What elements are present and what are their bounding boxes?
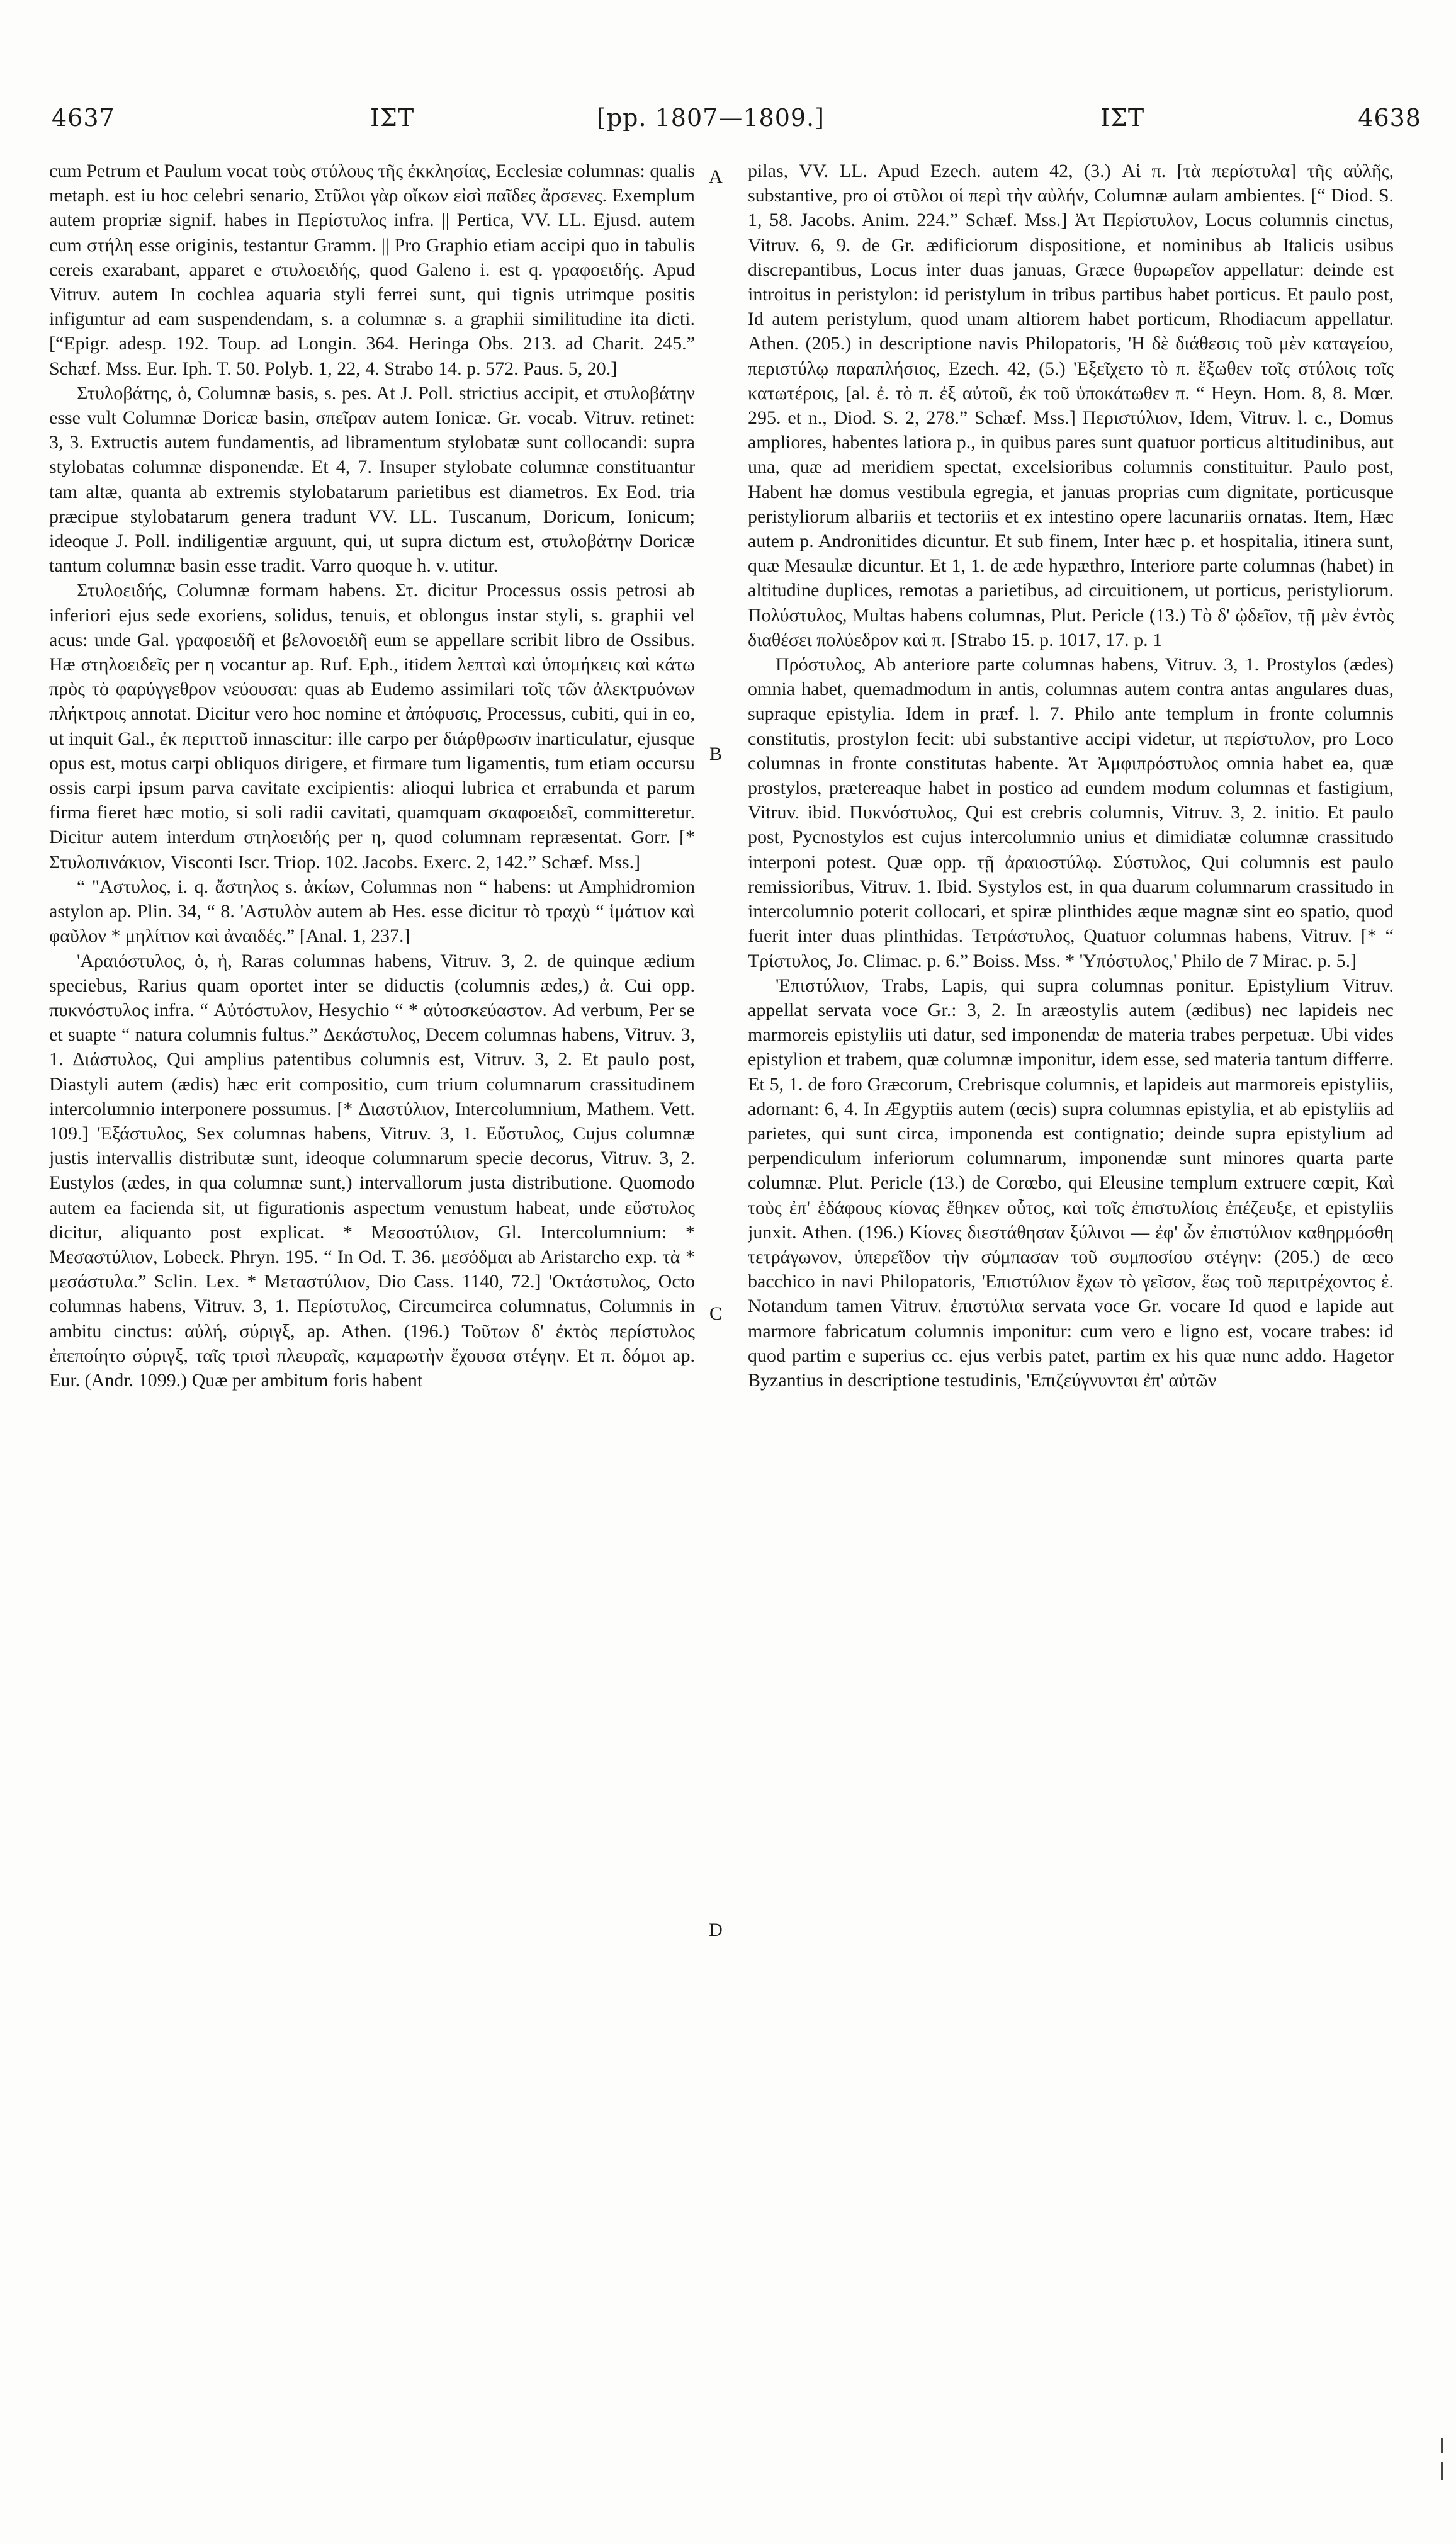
running-head (43, 106, 1421, 144)
left-paragraph: Στυλοβάτης, ὁ, Columnæ basis, s. pes. At J. Poll. strictius accipit, et στυλοβάτην esse vult Columnæ Doricæ basin, σπεῖραν autem Ionicæ. Gr. vocab. Vitruv. retinet: 3, 3. Extructis autem fundamentis, ad libramentum stylobatæ sunt collocandi: supra stylobatas columnæ disponendæ. Et 4, 7. Insuper stylobate columnæ constituantur tam altæ, quanta ab extremis stylobatarum parietibus est diametros. Ex Eod. tria præcipue stylobatarum genera tradunt VV. LL. Tuscanum, Doricum, Ionicum; ideoque J. Poll. indiligentiæ arguunt, qui, ut supra dictum est, στυλοβάτην Doricæ tantum columnæ basin esse tradit. Varro quoque h. v. utitur. (49, 382, 695, 577)
left-paragraph: 'Αραιόστυλος, ὁ, ἡ, Raras columnas habens, Vitruv. 3, 2. de quinque ædium speciebus, Rarius quam oportet inter se diductis (columnis ædes,) ἀ. Cui opp. πυκνόστυλος infra. “ Αὐτόστυλον, Hesychio “ * αὐτοσκεύαστον. Ad verbum, Per se et suapte “ natura columnis fultus.” Δεκάστυλος, Decem columnas habens, Vitruv. 3, 1. Διάστυλος, Qui amplius patentibus columnis est, Vitruv. 3, 2. Et paulo post, Diastyli autem (ædis) hæc erit compositio, cum trium columnarum crassitudinem intercolumnio interponere possumus. [* Διαστύλιον, Intercolumnium, Mathem. Vett. 109.] 'Εξάστυλος, Sex columnas habens, Vitruv. 3, 1. Εὔστυλος, Cujus columnæ justis intervallis distributæ sunt, ideoque columnarum specie decorus, Vitruv. 3, 2. Eustylos (ædes, in qua columnæ sunt,) intervallorum justa distributione. Quomodo autem ea facienda sit, ut figurationis aspectum venustum habeat, unde εὔστυλος dicitur, aliquanto post explicat. * Μεσοστύλιον, Gl. Intercolumnium: * Μεσαστύλιον, Lobeck. Phryn. 195. “ In Od. T. 36. μεσόδμαι ab Aristarcho exp. τὰ * μεσάστυλα.” Sclin. Lex. * Μεταστύλιον, Dio Cass. 1140, 72.] 'Οκτάστυλος, Octo columnas habens, Vitruv. 3, 1. Περίστυλος, Circumcirca columnatus, Columnis in ambitu cinctus: αὐλή, σύριγξ, ap. Athen. (196.) Τοῦτων δ' ἐκτὸς περίστυλος ἐπεποίητο σύριγξ, ταῖς τρισὶ πλευραῖς, καμαρωτὴν ἔχουσα στέγην. Et π. δόμοι ap. Eur. (Andr. 1099.) Quæ per ambitum foris habent (49, 950, 695, 1391)
left-paragraph: Στυλοειδής, Columnæ formam habens. Στ. dicitur Processus ossis petrosi ab inferiori ejus sede exoriens, solidus, tenuis, et oblongus instar styli, s. graphii vel acus: unde Gal. γραφοειδῆ et βελονοειδῆ eum se appellare scribit libro de Ossibus. Hæ στηλοειδεῖς per η vocantur ap. Ruf. Eph., itidem λεπταὶ καὶ ὑπομήκεις καὶ κάτω πρὸς τὸ φαρύγγεθρον νεύουσαι: quas ab Eudemo assimilari τοῖς τῶν ἀλεκτρυόνων πλήκτροις annotat. Dicitur vero hoc nomine et ἀπόφυσις, Processus, cubiti, qui in eo, ut inquit Gal., ἐκ περιττοῦ innascitur: ille carpo per διάρθρωσιν inarticulatur, ejusque opus est, motus carpi obliquos dirigere, et firmare tum ligamentis, tum etiam occursu ossis carpi ipsum parva cavitate excipientis: alioqui lubrica et errabunda et parum firma fieret hæc motio, si soli radii cavitati, quamquam σκαφοειδεῖ, committeretur. Dicitur autem interdum στηλοειδής per η, quod columnam repræsentat. Gorr. [* Στυλοπινάκιον, Visconti Iscr. Triop. 102. Jacobs. Exerc. 2, 142.” Schæf. Mss.] (49, 580, 695, 873)
right-paragraph: Πρόστυλος, Ab anteriore parte columnas habens, Vitruv. 3, 1. Prostylos (ædes) omnia habet, quemadmodum in antis, columnas autem contra antas angulares duas, supraque epistylia. Idem in præf. l. 7. Philo ante templum in fronte columnis constitutis, prostylon fecit: ubi substantive accipi videtur, ut περίστυλον, pro Loco columnas in fronte constitutas habente. Ἀτ Ἀμφιπρόστυλος omnia habet ea, quæ prostylos, prætereaque habet in postico ad eundem modum columnas et fastigium, Vitruv. ibid. Πυκνόστυλος, Qui est crebris columnis, Vitruv. 3, 2. initio. Et paulo post, Pycnostylos est cujus intercolumnio unius et dimidiatæ columnæ crassitudo interponi potest. Quæ opp. τῇ ἀραιοστύλῳ. Σύστυλος, Qui columnis est paulo remissioribus, Vitruv. 1. Ibid. Systylos est, in qua duarum columnarum crassitudo in intercolumnio poterit collocari, et spiræ plinthides æque magnæ sint eo spatio, quod fuerit inter duas plinthidas. Τετράστυλος, Quatuor columnas habens, Vitruv. [* “ Τρίστυλος, Jo. Climac. p. 6.” Boiss. Mss. * 'Υπόστυλος,' Philo de 7 Mirac. p. 5.] (748, 654, 1394, 971)
right-headword: ΙΣΤ (1100, 104, 1145, 132)
right-column (748, 159, 1394, 2507)
right-paragraph: 'Επιστύλιον, Trabs, Lapis, qui supra columnas ponitur. Epistylium Vitruv. appellat servata voce Gr.: 3, 2. In aræostylis autem (ædibus) nec lapideis nec marmoreis epistyliis uti datur, sed imponendæ de materia trabes perpetuæ. Ubi vides epistylion et trabem, quæ columnæ imponitur, idem esse, sed materia tantum differre. Et 5, 1. de foro Græcorum, Crebrisque columnis, et lapideis aut marmoreis epistyliis, adornant: 6, 4. In Ægyptiis autem (œcis) supra columnas epistylia, et ab epistyliis ad parietes, qui sunt circa, imponenda est contignatio; deinde supra epistylium ad perpendiculum inferiorum columnarum, imponendæ sunt minores quarta parte columnæ. Plut. Pericle (13.) de Corœbo, qui Eleusine templum extruere cœpit, Καὶ τοὺς ἐπ' ἐδάφους κίονας ἔθηκεν οὗτος, καὶ τοῖς ἐπιστυλίοις ἐπέζευξε, et epistyliis junxit. Athen. (196.) Κίονες διεστάθησαν ξύλινοι — ἐφ' ὧν ἐπιστύλιον καθηρμόσθη τετράγωνον, ὑπερεῖδον τὴν σύμπασαν τοῦ συμποσίου στέγην: (205.) de œco bacchico in navi Philopatoris, 'Επιστύλιον ἔχων τὸ γεῖσον, ἕως τοῦ περιτρέχοντος ἐ. Notandum tamen Vitruv. ἐπιστύλια servata voce Gr. vocare Id quod e lapide aut marmore fabricatum columnis imponitur: cum vero e ligno est, vocare trabes: id quod partim e superius cc. ejus verbis patet, partim ex his quæ nunc addo. Hagetor Byzantius in descriptione testudinis, 'Επιζεύγνυνται ἐπ' αὐτῶν (748, 975, 1394, 1391)
left-page-number: 4637 (52, 104, 115, 132)
margin-letter-c: C (709, 1303, 722, 1324)
left-column (49, 159, 695, 2507)
margin-letter-b: B (709, 743, 722, 764)
page-range: [pp. 1807—1809.] (597, 104, 825, 132)
left-paragraph: “ "Αστυλος, i. q. ἄστηλος s. ἀκίων, Columnas non “ habens: ut Amphidromion astylon ap. Plin. 34, “ 8. 'Αστυλὸν autem ab Hes. esse dicitur τὸ τραχὺ “ ἱμάτιον καὶ φαῦλον * μηλίτιον καὶ ἀναιδές.” [Anal. 1, 237.] (49, 876, 695, 947)
edge-mark (1441, 2462, 1443, 2480)
margin-letter-a: A (709, 166, 723, 187)
edge-mark (1441, 2438, 1443, 2453)
left-headword: ΙΣΤ (370, 104, 415, 132)
right-paragraph: pilas, VV. LL. Apud Ezech. autem 42, (3.) Αἱ π. [τὰ περίστυλα] τῆς αὐλῆς, substantive, pro οἱ στῦλοι οἱ περὶ τὴν αὐλήν, Columnæ aulam ambientes. [“ Diod. S. 1, 58. Jacobs. Anim. 224.” Schæf. Mss.] Ἀτ Περίστυλον, Locus columnis cinctus, Vitruv. 6, 9. de Gr. ædificiorum dispositione, et nominibus ab Italicis usibus discrepantibus, Locus inter duas januas, Græce θυρωρεῖον appellatur: deinde est introitus in peristylon: id peristylum in tribus partibus habet porticus. Et paulo post, Id autem peristylum, quod unam altiorem habet porticum, Rhodiacum appellatur. Athen. (205.) in descriptione navis Philopatoris, 'Η δὲ διάθεσις τοῦ μὲν καταγείου, περιστύλῳ παραπλήσιος, Ezech. 42, (5.) 'Εξεῖχετο τὸ π. ἔξωθεν τοῖς στύλοις τοῖς κατωτέροις, [al. ἐ. τὸ π. ἐξ αὐτοῦ, ἐκ τοῦ ὑποκάτωθεν π. “ Heyn. Hom. 8, 8. Mœr. 295. et n., Diod. S. 2, 278.” Schæf. Mss.] Περιστύλιον, Idem, Vitruv. l. c., Domus ampliores, habentes latiora p., in quibus pares sunt quatuor porticus altitudinibus, aut una, quæ ad meridiem spectat, excelsioribus columnis constituitur. Paulo post, Habent hæ domus vestibula egregia, et januas proprias cum dignitate, porticusque peristyliorum albariis et tectoriis et ex intestino opere lacunariis ornatas. Item, Hæc autem p. Andronitides dicuntur. Et sub finem, Inter hæc p. et hospitalia, itinera sunt, quæ Mesaulæ dicuntur. Et 1, 1. de æde hypæthro, Interiore parte columnas (habet) in altitudine duplices, remotas a parietibus, ad circuitionem, ut porticus, peristyliorum. Πολύστυλος, Multas habens columnas, Plut. Pericle (13.) Τὸ δ' ᾠδεῖον, τῇ μὲν ἐντὸς διαθέσει πολύεδρον καὶ π. [Strabo 15. p. 1017, 17. p. 1 (748, 161, 1394, 650)
left-paragraph: cum Petrum et Paulum vocat τοὺς στύλους τῆς ἐκκλησίας, Ecclesiæ columnas: qualis metaph. est iu hoc celebri senario, Στῦλοι γὰρ οἴκων εἰσὶ παῖδες ἄρσενες. Exemplum autem propriæ signif. habes in Περίστυλος infra. || Pertica, VV. LL. Ejusd. autem cum στήλη esse originis, testantur Gramm. || Pro Graphio etiam accipi quo in tabulis cereis exarabant, apparet e στυλοειδής, quod Galeno i. est q. γραφοειδής. Apud Vitruv. autem In cochlea aquaria styli ferrei sunt, qui tignis utrimque positis infiguntur ad eam suspendendam, s. a columnæ s. a graphii similitudine ita dicti. [“Epigr. adesp. 192. Toup. ad Longin. 364. Heringa Obs. 213. ad Charit. 245.” Schæf. Mss. Eur. Iph. T. 50. Polyb. 1, 22, 4. Strabo 14. p. 572. Paus. 5, 20.] (49, 161, 695, 379)
right-page-number: 4638 (1358, 104, 1421, 132)
margin-letter-d: D (709, 1919, 723, 1940)
